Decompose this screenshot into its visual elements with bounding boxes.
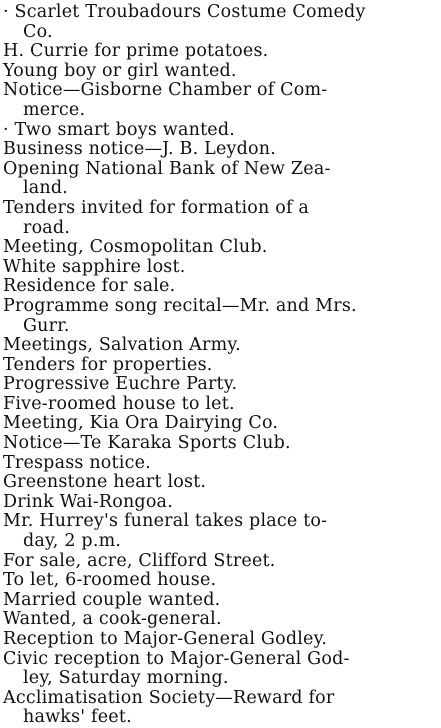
notice-line-continued: Co. [23, 21, 53, 42]
notice-line: Mr. Hurrey's funeral takes place to- [3, 511, 328, 532]
notice-acclimatisation-society [3, 689, 437, 728]
notice-clifford-street [3, 552, 437, 572]
notice-line-continued: ley, Saturday morning. [23, 668, 229, 689]
notice-line: Opening National Bank of New Zea- [3, 158, 331, 179]
notice-residence-sale [3, 277, 437, 297]
notice-cook-general [3, 610, 437, 630]
notice-greenstone-heart [3, 473, 437, 493]
notice-line: Young boy or girl wanted. [3, 60, 237, 81]
notice-national-bank [3, 160, 437, 199]
notice-line: Married couple wanted. [3, 589, 221, 610]
notice-hurrey-funeral [3, 512, 437, 551]
notice-te-karaka-sports [3, 434, 437, 454]
notice-line-continued: hawks' feet. [23, 707, 132, 728]
notice-gisborne-chamber [3, 81, 437, 120]
notice-married-couple [3, 591, 437, 611]
notice-five-roomed-house [3, 395, 437, 415]
notice-line: Reception to Major-General Godley. [3, 629, 328, 649]
notice-line: · Scarlet Troubadours Costume Comedy [3, 2, 366, 22]
notice-trespass [3, 454, 437, 474]
notice-business [3, 140, 437, 160]
notice-two-smart-boys [3, 121, 437, 141]
notice-line: H. Currie for prime potatoes. [3, 41, 269, 62]
notice-line-continued: day, 2 p.m. [23, 531, 122, 552]
notice-line: To let, 6-roomed house. [3, 570, 217, 591]
notice-young-boy-girl [3, 62, 437, 82]
notice-cosmopolitan-club [3, 238, 437, 258]
notice-line: Wanted, a cook-general. [3, 609, 222, 630]
notice-salvation-army [3, 336, 437, 356]
notice-line: Tenders for properties. [3, 354, 213, 375]
notice-line: Drink Wai-Rongoa. [3, 491, 173, 512]
notice-euchre-party [3, 375, 437, 395]
notice-line: Business notice—J. B. Leydon. [3, 139, 276, 160]
notice-kia-ora-dairying [3, 414, 437, 434]
notice-h-currie [3, 42, 437, 62]
notice-reception-godley [3, 630, 437, 650]
notice-line: Notice—Te Karaka Sports Club. [3, 433, 291, 454]
notice-tenders-properties [3, 356, 437, 376]
notice-line: Greenstone heart lost. [3, 472, 207, 493]
notice-line: Tenders invited for formation of a [3, 197, 310, 218]
notice-line: Notice—Gisborne Chamber of Com- [3, 80, 328, 101]
notice-line: For sale, acre, Clifford Street. [3, 550, 276, 571]
notice-line: Civic reception to Major-General God- [3, 648, 350, 669]
notice-line: Acclimatisation Society—Reward for [3, 687, 335, 708]
notice-white-sapphire [3, 258, 437, 278]
notice-line: Progressive Euchre Party. [3, 374, 238, 395]
notice-line-continued: land. [23, 178, 69, 199]
notice-line: Five-roomed house to let. [3, 393, 235, 414]
notice-civic-reception [3, 650, 437, 689]
notice-line-continued: road. [23, 217, 71, 238]
notice-scarlet-troubadours [3, 3, 437, 42]
notice-line: White sapphire lost. [3, 256, 186, 277]
notice-line: Meeting, Cosmopolitan Club. [3, 237, 268, 258]
notice-six-roomed-house [3, 571, 437, 591]
notice-line-continued: merce. [23, 99, 86, 120]
notice-line: Meetings, Salvation Army. [3, 335, 241, 356]
notice-line-continued: Gurr. [23, 315, 70, 336]
notice-line: · Two smart boys wanted. [3, 119, 236, 140]
notice-song-recital [3, 297, 437, 336]
notice-wai-rongoa [3, 493, 437, 513]
notice-line: Residence for sale. [3, 276, 176, 297]
notice-tenders-road [3, 199, 437, 238]
notice-line: Meeting, Kia Ora Dairying Co. [3, 413, 279, 434]
notice-line: Programme song recital—Mr. and Mrs. [3, 295, 357, 316]
notice-line: Trespass notice. [3, 452, 151, 473]
